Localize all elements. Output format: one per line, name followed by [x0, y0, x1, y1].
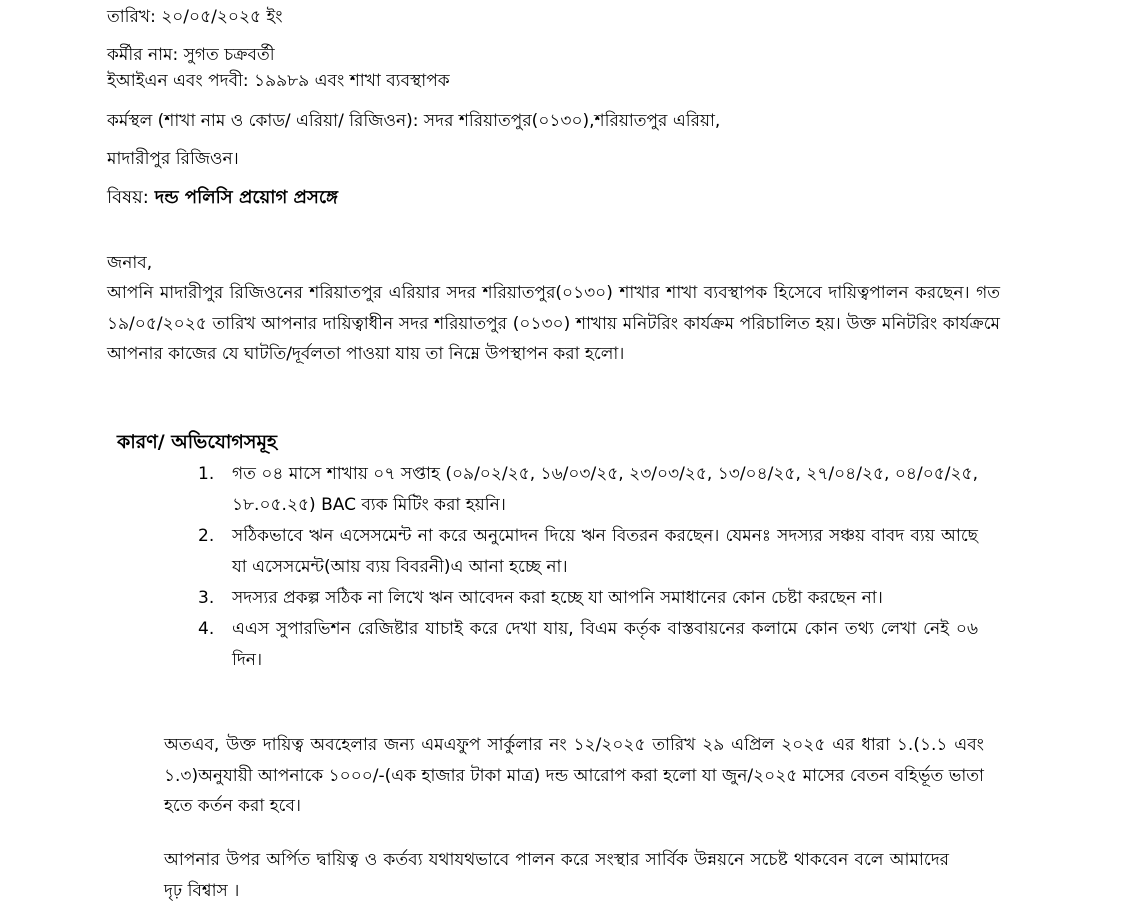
closing-paragraph: আপনার উপর অর্পিত দ্বায়িত্ব ও কর্তব্য যথাযথভাবে পালন করে সংস্থার সার্বিক উন্নয়নে সচেষ্ট থাকবেন বলে আমাদের দৃঢ় বিশ্বাস ।: [164, 850, 949, 901]
causes-heading: কারণ/ অভিযোগসমূহ: [117, 431, 277, 453]
intro-paragraph: আপনি মাদারীপুর রিজিওনের শরিয়াতপুর এরিয়ার সদর শরিয়াতপুর(০১৩০) শাখার শাখা ব্যবস্থাপক হিসেবে দায়িত্বপালন করছেন। গত ১৯/০৫/২০২৫ তারিখ আপনার দায়িত্বাধীন সদর শরিয়াতপুর (০১৩০) শাখায় মনিটরিং কার্যক্রম পরিচালিত হয়। উক্ত মনিটরিং কার্যক্রমে আপনার কাজের যে ঘাটতি/দূর্বলতা পাওয়া যায় তা নিম্নে উপস্থাপন করা হলো।: [107, 283, 1000, 364]
cause-number: 4.: [198, 619, 215, 639]
employee-name: কর্মীর নাম: সুগত চক্রবর্তী: [107, 45, 275, 65]
subject-label: বিষয়:: [107, 187, 149, 208]
cause-item: [198, 459, 978, 521]
cause-item: [198, 583, 978, 614]
cause-text: গত ০৪ মাসে শাখায় ০৭ সপ্তাহ (০৯/০২/২৫, ১৬/০৩/২৫, ২৩/০৩/২৫, ১৩/০৪/২৫, ২৭/০৪/২৫, ০৪/০৫/২৫, ১৮.০৫.২৫) BAC ব্যক মিটিং করা হয়নি।: [232, 464, 978, 515]
cause-text: সঠিকভাবে ঋন এসেসমেন্ট না করে অনুমোদন দিয়ে ঋন বিতরন করছেন। যেমনঃ সদস্যর সঞ্চয় বাবদ ব্যয় আছে যা এসেসমেন্ট(আয় ব্যয় বিবরনী)এ আনা হচ্ছে না।: [232, 526, 978, 577]
cause-item: [198, 521, 978, 583]
salutation: জনাব,: [107, 253, 153, 273]
subject-line: [107, 187, 338, 209]
penalty-paragraph: অতএব, উক্ত দায়িত্ব অবহেলার জন্য এমএফুপ সার্কুলার নং ১২/২০২৫ তারিখ ২৯ এপ্রিল ২০২৫ এর ধারা ১.(১.১ এবং ১.৩)অনুযায়ী আপনাকে ১০০০/-(এক হাজার টাকা মাত্র) দন্ড আরোপ করা হলো যা জুন/২০২৫ মাসের বেতন বহির্ভূত ভাতা হতে কর্তন করা হবে।: [164, 735, 984, 816]
causes-list: [198, 459, 978, 676]
letter-date: তারিখ: ২০/০৫/২০২৫ ইং: [107, 7, 283, 27]
cause-text: সদস্যর প্রকল্প সঠিক না লিখে ঋন আবেদন করা হচ্ছে যা আপনি সমাধানের কোন চেষ্টা করছেন না।: [232, 588, 883, 608]
ein-designation: ইআইএন এবং পদবী: ১৯৯৮৯ এবং শাখা ব্যবস্থাপক: [107, 71, 450, 91]
workplace-line-1: কর্মস্থল (শাখা নাম ও কোড/ এরিয়া/ রিজিওন): সদর শরিয়াতপুর(০১৩০),শরিয়াতপুর এরিয়া,: [107, 111, 721, 131]
subject-text: দন্ড পলিসি প্রয়োগ প্রসঙ্গে: [154, 187, 338, 208]
cause-number: 2.: [198, 526, 215, 546]
workplace-line-2: মাদারীপুর রিজিওন।: [107, 149, 239, 169]
cause-text: এএস সুপারভিশন রেজিষ্টার যাচাই করে দেখা যায়, বিএম কর্তৃক বাস্তবায়নের কলামে কোন তথ্য লেখা নেই ০৬ দিন।: [232, 619, 978, 670]
cause-number: 1.: [198, 464, 215, 484]
cause-number: 3.: [198, 588, 215, 608]
cause-item: [198, 614, 978, 676]
